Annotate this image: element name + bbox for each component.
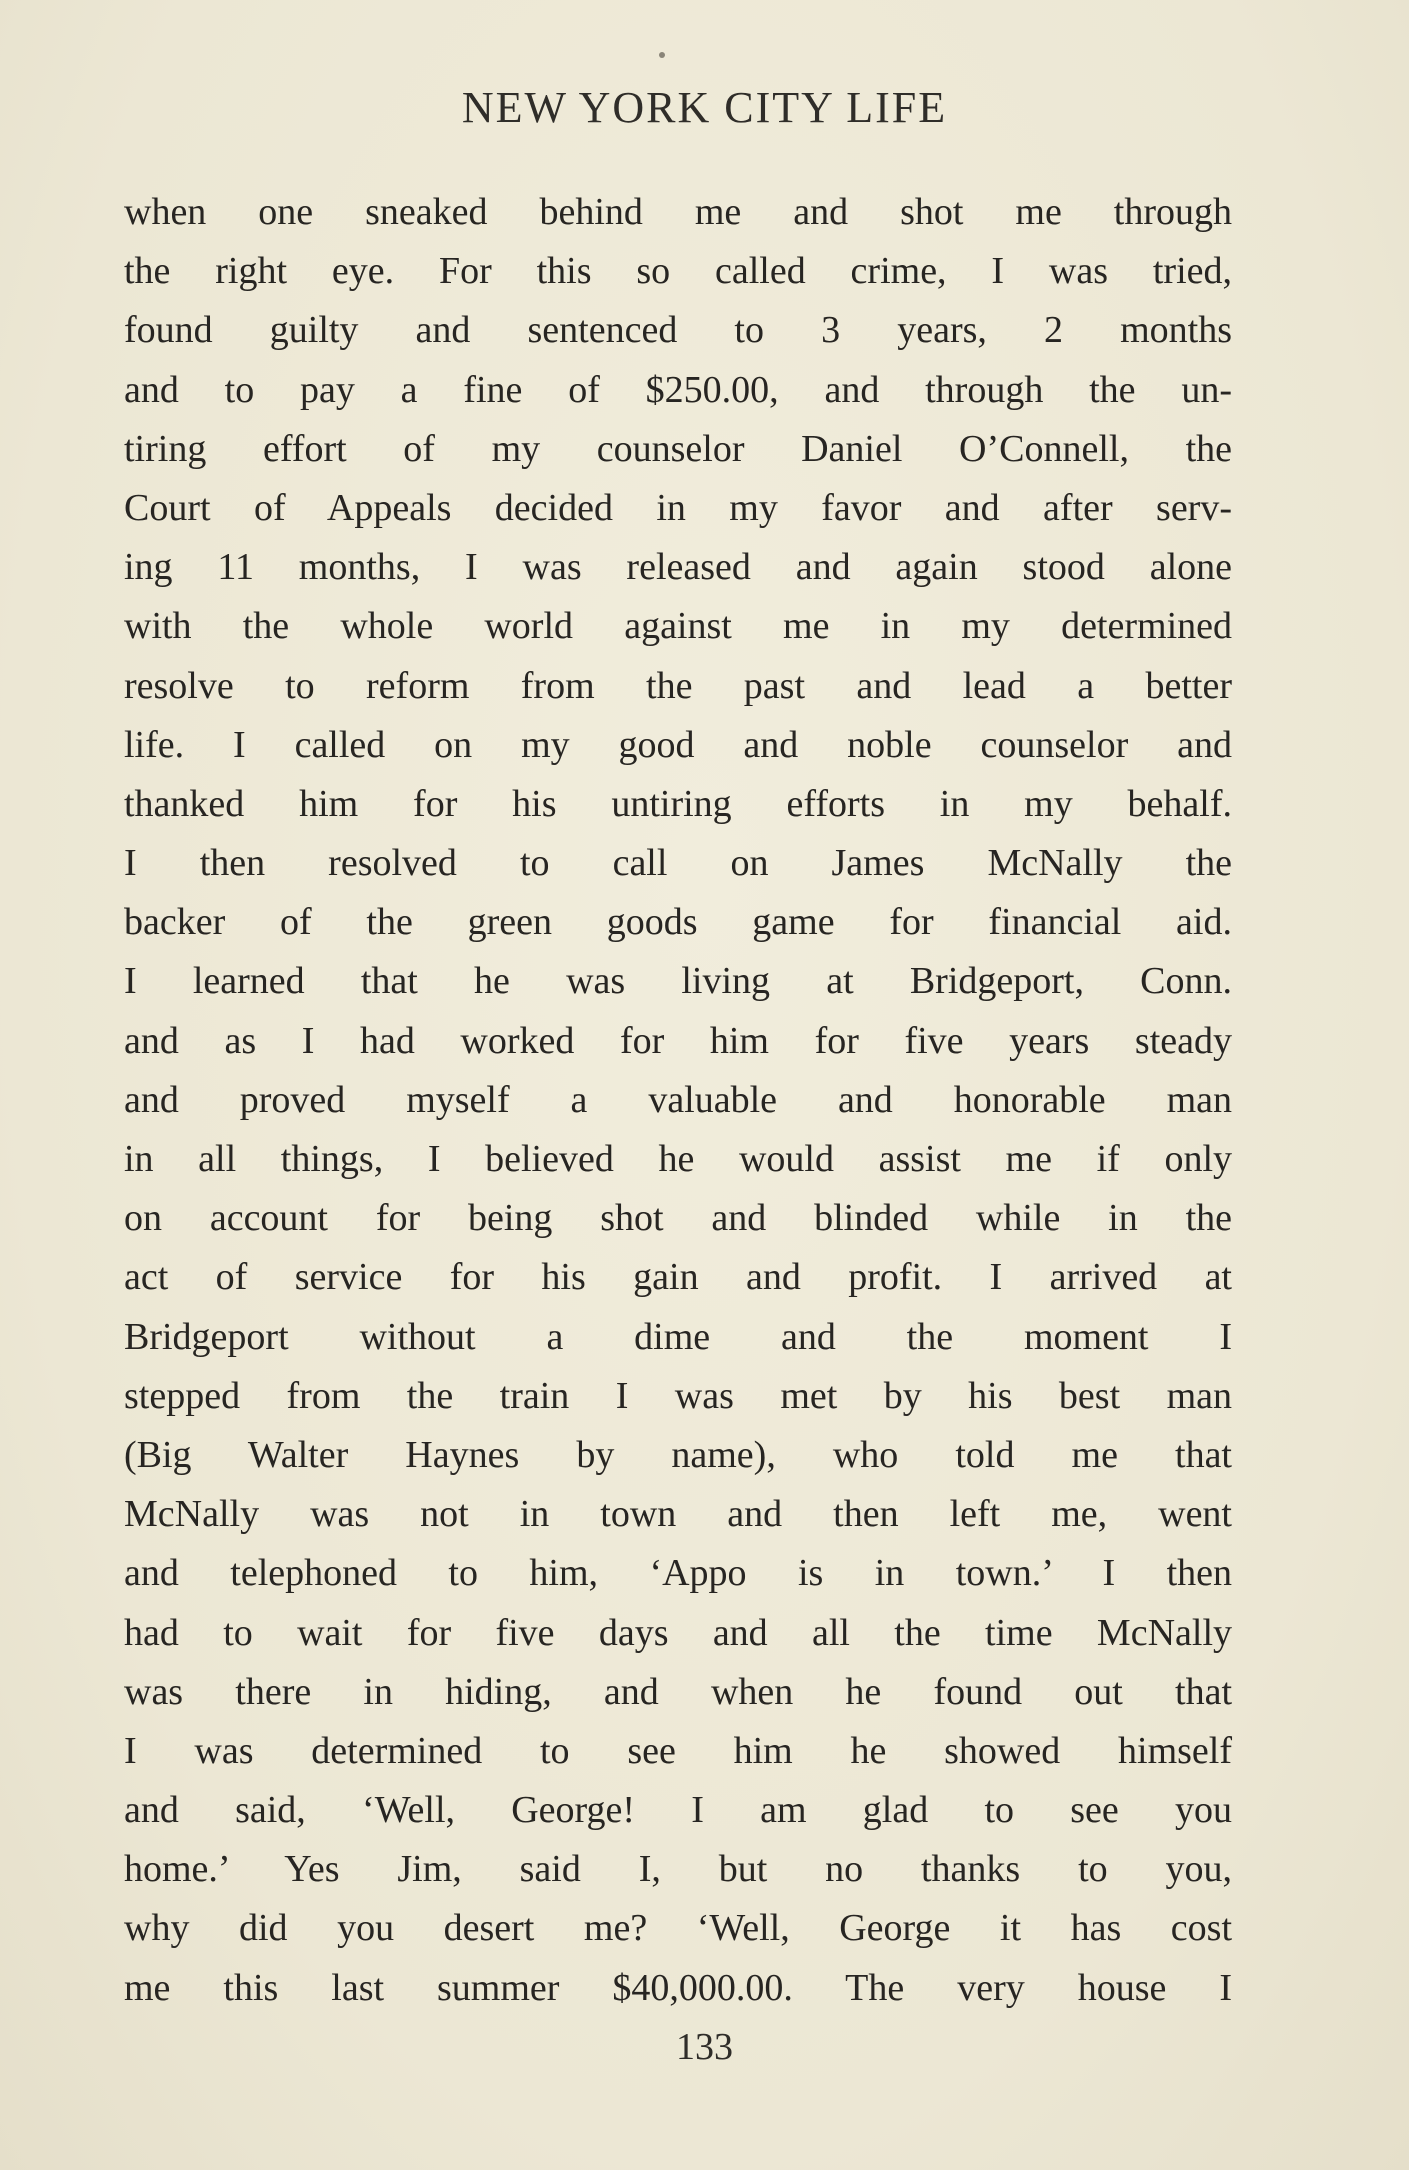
text-line: Court of Appeals decided in my favor and after serv- bbox=[124, 486, 1232, 529]
text-line: when one sneaked behind me and shot me through bbox=[124, 191, 1232, 233]
text-line: I learned that he was living at Bridgeport, Conn. bbox=[124, 960, 1232, 1003]
text-line: and said, ‘Well, George! I am glad to see you bbox=[124, 1789, 1232, 1832]
text-line: in all things, I believed he would assist me if only bbox=[124, 1138, 1232, 1180]
text-line: on account for being shot and blinded while in the bbox=[124, 1197, 1232, 1240]
text-line: I was determined to see him he showed himself bbox=[124, 1729, 1232, 1772]
text-line: McNally was not in town and then left me, went bbox=[124, 1493, 1232, 1536]
text-line: tiring effort of my counselor Daniel O’Connell, the bbox=[124, 427, 1232, 470]
text-line: thanked him for his untiring efforts in my behalf. bbox=[124, 782, 1232, 825]
text-line: act of service for his gain and profit. I arrived at bbox=[124, 1256, 1232, 1299]
text-line: home.’ Yes Jim, said I, but no thanks to you, bbox=[124, 1848, 1232, 1891]
text-line: (Big Walter Haynes by name), who told me that bbox=[124, 1433, 1232, 1476]
text-line: me this last summer $40,000.00. The very house I bbox=[124, 1966, 1232, 2009]
ink-speck bbox=[659, 52, 665, 58]
text-line: and as I had worked for him for five years steady bbox=[124, 1019, 1232, 1062]
text-line: why did you desert me? ‘Well, George it has cost bbox=[124, 1907, 1232, 1950]
text-line: and proved myself a valuable and honorable man bbox=[124, 1078, 1232, 1121]
text-line: found guilty and sentenced to 3 years, 2 months bbox=[124, 309, 1232, 352]
text-line: resolve to reform from the past and lead a better bbox=[124, 664, 1232, 707]
text-line: with the whole world against me in my determined bbox=[124, 605, 1232, 648]
text-line: stepped from the train I was met by his best man bbox=[124, 1374, 1232, 1417]
body-text bbox=[124, 183, 1232, 2018]
text-line: backer of the green goods game for financial aid. bbox=[124, 901, 1232, 944]
text-line: was there in hiding, and when he found out that bbox=[124, 1670, 1232, 1713]
text-line: Bridgeport without a dime and the moment I bbox=[124, 1315, 1232, 1358]
text-line: and telephoned to him, ‘Appo is in town.’ I then bbox=[124, 1552, 1232, 1595]
text-line: and to pay a fine of $250.00, and through the un- bbox=[124, 368, 1232, 411]
text-line: life. I called on my good and noble counselor and bbox=[124, 723, 1232, 766]
text-line: ing 11 months, I was released and again stood alone bbox=[124, 546, 1232, 589]
running-head: NEW YORK CITY LIFE bbox=[461, 83, 948, 132]
page-number: 133 bbox=[676, 2026, 733, 2068]
text-line: the right eye. For this so called crime, I was tried, bbox=[124, 250, 1232, 293]
text-line: I then resolved to call on James McNally the bbox=[124, 842, 1232, 885]
text-line: had to wait for five days and all the time McNally bbox=[124, 1611, 1232, 1654]
